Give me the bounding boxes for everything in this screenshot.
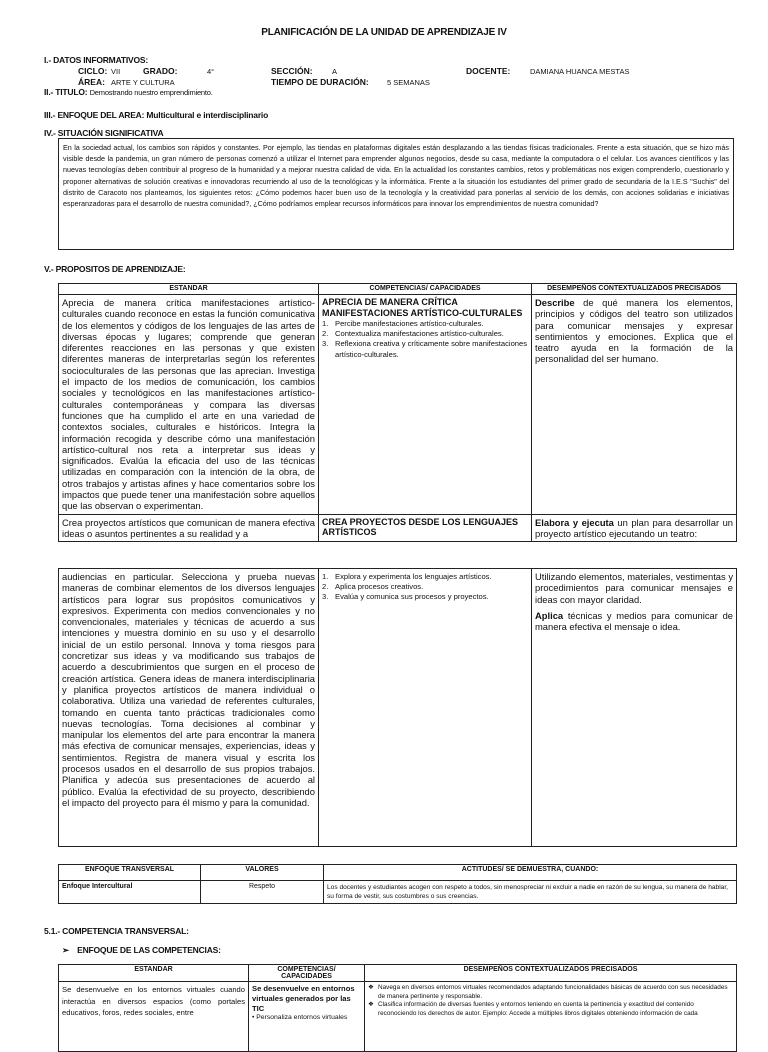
grado-value: 4° xyxy=(207,67,215,76)
estandar-cell: Se desenvuelve en los entornos virtuales cuando interactúa en diversos espacios (como portales educativos, foros, redes sociales, entre xyxy=(59,982,249,1052)
header-competencias: COMPETENCIAS/ CAPACIDADES xyxy=(319,284,532,295)
capacidad-item: 1. Percibe manifestaciones artístico-culturales. xyxy=(322,319,484,328)
competencia-cell xyxy=(319,295,532,515)
enfoque-value: Multicultural e interdisciplinario xyxy=(146,110,269,120)
competencia-cell xyxy=(319,514,532,542)
desempeno-text: Utilizando elementos, materiales, vestimentas y procedimientos para comunicar mensajes e ideas con mayor claridad. xyxy=(535,571,734,605)
estandar-cell: Aprecia de manera crítica manifestaciones artístico-culturales cuando reconoce en estas la función comunicativa de los elementos y códigos de los lenguajes de las artes de diversas épocas y lugares; comprende que generan diferentes reacciones en las personas y que existen diferentes maneras de interpretarlas según los referentes socioculturales de las personas que las aprecian. Investiga el impacto de los medios de comunicación, los cambios sociales y tecnológicos en las manifestaciones artístico-culturales contemporáneas y compara las diversas funciones que ha cumplido el arte en una variedad de contextos sociales, culturales e históricos. Integra la información recogida y describe cómo una manifestación artístico-cultural nos reta a interpretar sus ideas y significados. Evalúa la eficacia del uso de las técnicas utilizadas en comparación con la intención de la obra, de otros trabajos y artistas afines y hace comentarios sobre los impactos que puede tener una manifestación sobre aquellos que las observan o experimentan. xyxy=(59,295,319,515)
seccion-label: SECCIÓN: xyxy=(271,66,313,76)
header-desempenos: DESEMPEÑOS CONTEXTUALIZADOS PRECISADOS xyxy=(532,284,737,295)
desempeno-verb: Aplica xyxy=(535,609,564,621)
enfoque-label: III.- ENFOQUE DEL AREA: xyxy=(44,110,145,120)
grado-label: GRADO: xyxy=(143,66,178,76)
docente-label: DOCENTE: xyxy=(466,66,511,76)
desempeno-cell xyxy=(532,569,737,847)
desempenos-list xyxy=(368,984,733,1018)
valor-respeto: Respeto xyxy=(201,881,324,904)
propositos-table xyxy=(58,283,737,542)
propositos-heading: V.- PROPOSITOS DE APRENDIZAJE: xyxy=(44,264,186,274)
header-actitudes: ACTITUDES/ SE DEMUESTRA, CUANDO: xyxy=(324,865,737,881)
capacidad-item: 3. Evalúa y comunica sus procesos y proyectos. xyxy=(322,592,489,602)
docente-value: DAMIANA HUANCA MESTAS xyxy=(530,67,630,76)
capacidad-item: 2. Contextualiza manifestaciones artístico-culturales. xyxy=(322,329,504,339)
header-estandar: ESTANDAR xyxy=(59,284,319,295)
enfoque-intercultural: Enfoque Intercultural xyxy=(59,881,201,904)
enfoque-row xyxy=(44,110,268,120)
titulo-value: Demostrando nuestro emprendimiento. xyxy=(89,88,213,97)
desempeno-text: técnicas y medios para comunicar de manera efectiva el mensaje o idea. xyxy=(535,609,733,633)
actitud-text: Los docentes y estudiantes acogen con respeto a todos, sin menospreciar ni excluir a nadie en razón de su lengua, su manera de hablar, su forma de vestir, sus costumbres o sus creencias. xyxy=(324,881,737,904)
titulo-row xyxy=(44,87,213,97)
header-estandar: ESTANDAR xyxy=(59,965,249,982)
situacion-heading: IV.- SITUACIÓN SIGNIFICATIVA xyxy=(44,128,164,138)
area-value: ARTE Y CULTURA xyxy=(111,78,175,87)
competencia-cell xyxy=(319,569,532,847)
arrow-bullet-icon: ➢ xyxy=(62,945,69,955)
header-desempenos: DESEMPEÑOS CONTEXTUALIZADOS PRECISADOS xyxy=(365,965,737,982)
capacidad-item: 2. Aplica procesos creativos. xyxy=(322,582,424,592)
competencia-title: CREA PROYECTOS DESDE LOS LENGUAJES ARTÍSTICOS xyxy=(322,516,519,538)
desempeno-cell xyxy=(532,295,737,515)
diamond-bullet-icon: ❖ xyxy=(368,984,374,991)
document-title: PLANIFICACIÓN DE LA UNIDAD DE APRENDIZAJE IV xyxy=(261,27,507,38)
seccion-value: A xyxy=(332,67,338,76)
desempeno-text: de qué manera los elementos, principios y códigos del teatro son utilizados para comunicar mensajes y expresar sentimientos y emociones. Explica que el teatro ayuda en la formación de la personalidad del ser humano. xyxy=(535,297,733,365)
estandar-cell: audiencias en particular. Selecciona y prueba nuevas maneras de combinar elementos de los diversos lenguajes artísticos para lograr sus propósitos comunicativos y expresivos. Experimenta con medios convencionales y no convencionales, materiales y técnicas de acuerdo a sus intenciones y muestra dominio en su uso y el desarrollo inicial de un estilo personal. Innova y toma riesgos para concretizar sus ideas y va modificando sus trabajos de acuerdo a descubrimientos que surgen en el proceso de creación artística. Genera ideas de manera interdisciplinaria y planifica proyectos artísticos de manera individual o colaborativa. Utiliza una variedad de referentes culturales, tomando en cuenta tanto prácticas tradicionales como nuevas tecnologías. Toma decisiones al combinar y manipular los elementos del arte para encontrar la manera más efectiva de comunicar mensajes, experiencias, ideas y sentimientos. Registra de manera visual y escrita los procesos usados en el desarrollo de sus propios trabajos. Planifica y adecúa sus presentaciones de acuerdo al público. Evalúa la efectividad de su proyecto, describiendo el impacto del proyecto para él mismo y para la comunidad. xyxy=(59,569,319,847)
desempeno-text: un plan para desarrollar un proyecto artístico ejecutando un teatro: xyxy=(535,516,734,539)
competencia-transversal-table xyxy=(58,964,737,1052)
transversal-table xyxy=(58,864,737,904)
capacidad-item: 1. Explora y experimenta los lenguajes artísticos. xyxy=(322,572,492,581)
capacidades-list xyxy=(322,572,528,603)
area-label: ÁREA: xyxy=(78,77,105,87)
capacidad-item: 3. Reflexiona creativa y críticamente sobre manifestaciones artístico-culturales. xyxy=(322,339,528,359)
competencia-title: Se desenvuelve en entornos virtuales generados por las TIC xyxy=(252,984,355,1013)
header-enfoque-transversal: ENFOQUE TRANSVERSAL xyxy=(59,865,201,881)
competencia-transversal-heading: 5.1.- COMPETENCIA TRANSVERSAL: xyxy=(44,926,189,936)
desempeno-item: ❖ Navega en diversos entornos virtuales recomendados adaptando funcionalidades básicas de acuerdo con sus necesidades de manera pertinente y responsable. xyxy=(368,984,728,1000)
desempeno-verb: Elabora y ejecuta xyxy=(535,516,614,528)
desempeno-item: ❖ Clasifica información de diversas fuentes y entornos teniendo en cuenta la pertinencia y exactitud del contenido reconociendo los derechos de autor. Ejemplo: Accede a múltiples libros digitales obteniendo información de cada xyxy=(368,1001,698,1017)
desempeno-cell xyxy=(365,982,737,1052)
capacidad-item: • Personaliza entornos virtuales xyxy=(252,1014,348,1022)
propositos-table-continued xyxy=(58,568,737,847)
capacidades-list xyxy=(322,319,528,360)
estandar-cell: Crea proyectos artísticos que comunican de manera efectiva ideas o asuntos pertinentes a su realidad y a xyxy=(59,514,319,542)
ciclo-value: VII xyxy=(111,67,121,76)
enfoque-competencias-heading: ➢ ENFOQUE DE LAS COMPETENCIAS: xyxy=(62,945,221,955)
competencia-title: APRECIA DE MANERA CRÍTICA MANIFESTACIONES ARTÍSTICO-CULTURALES xyxy=(322,297,523,318)
titulo-label: II.- TITULO: xyxy=(44,87,88,97)
diamond-bullet-icon: ❖ xyxy=(368,1001,374,1009)
situacion-text: En la sociedad actual, los cambios son rápidos y constantes. Por ejemplo, las tiendas en plataformas digitales están desplazando a las tiendas físicas tradicionales. Frente a esta situación, que se hizo más visible desde la pandemia, un gran número de personas comenzó a utilizar el Internet para emprender algunos negocios, desde su casa, mediante la computadora o el celular. Los avances científicos y las nuevas tecnologías deben contribuir al progreso de la humanidad y a mejorar nuestra calidad de vida. En la actualidad los constantes cambios, retos y problemáticas nos exigen comprenderlo, cuestionarlo y proponer alternativas de solución creativas e innovadoras recurriendo al uso de la tecnológicas y la informática. Frente a la situación los estudiantes del primer grado de secundaria de la I.E.S "Suchis" del distrito de Caracoto nos planteamos, los siguientes retos: ¿Cómo podemos hacer buen uso de la tecnología y la creatividad para ponerlas al servicio de los demás, con acciones solidarias e iniciativas esperanzadoras para el desarrollo de nuestra comunidad?, ¿Cómo podríamos emplear recursos informáticos para innovar los emprendimientos de nuestra comunidad? xyxy=(58,138,734,250)
competencia-cell xyxy=(249,982,365,1052)
header-competencias: COMPETENCIAS/ CAPACIDADES xyxy=(249,965,365,982)
tiempo-value: 5 SEMANAS xyxy=(387,78,430,87)
desempeno-cell xyxy=(532,514,737,542)
tiempo-label: TIEMPO DE DURACIÓN: xyxy=(271,77,369,87)
desempeno-verb: Describe xyxy=(535,297,575,308)
ciclo-label: CICLO: xyxy=(78,66,108,76)
header-valores: VALORES xyxy=(201,865,324,881)
datos-heading: I.- DATOS INFORMATIVOS: xyxy=(44,55,149,65)
